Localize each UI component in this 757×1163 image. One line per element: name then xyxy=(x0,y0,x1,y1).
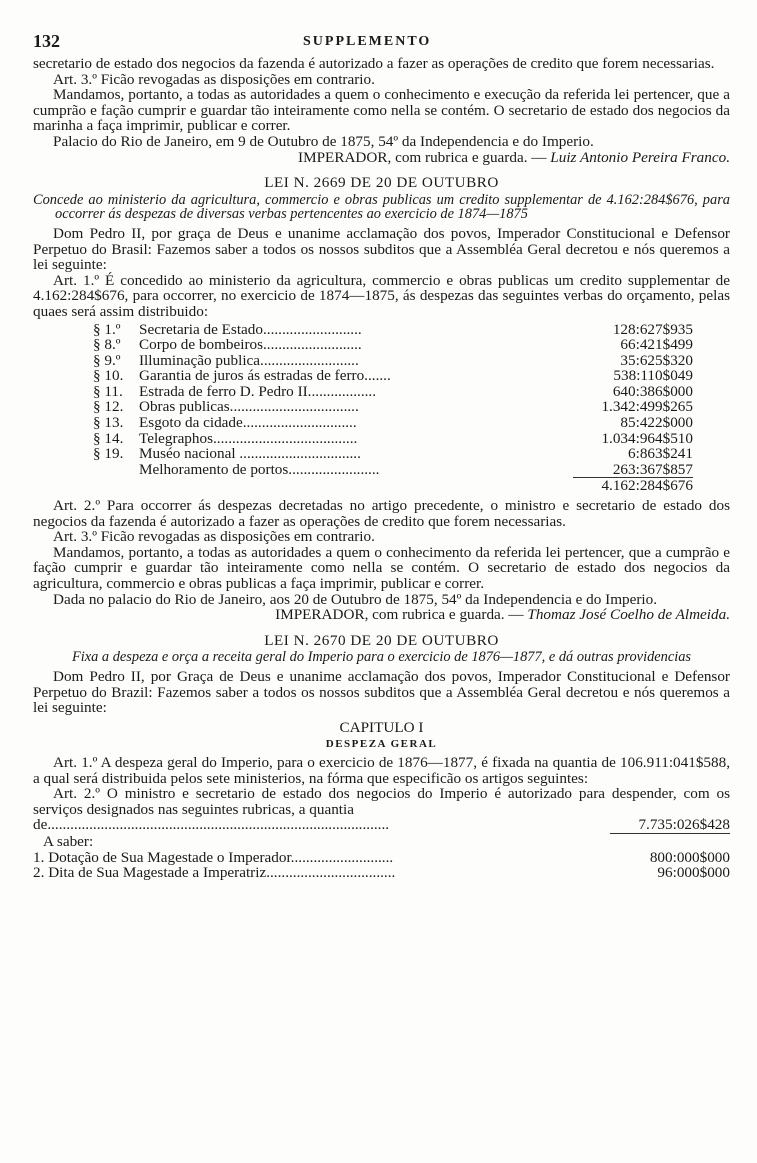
top-paragraph-1: secretario de estado dos negocios da fazenda é autorizado a fazer as operações de credito que forem necessarias. xyxy=(33,55,715,72)
row-section: § 1.º xyxy=(93,320,121,338)
row-section: § 19. xyxy=(93,445,124,463)
signature-title: IMPERADOR, com rubrica e guarda. — xyxy=(298,148,547,166)
law-summary: Fixa a despeza e orça a receita geral do Imperio para o exercicio de 1876—1877, e dá outras providencias xyxy=(71,649,692,666)
row-amount: 6:863$241 xyxy=(628,445,693,463)
law-title: LEI N. 2669 DE 20 DE OUTUBRO xyxy=(264,174,499,192)
law1-signature xyxy=(33,607,730,623)
credit-table xyxy=(93,322,693,495)
leader-dots: de.......................................................................................... xyxy=(33,817,390,834)
row-label: Esgoto da cidade.............................. xyxy=(139,414,357,432)
law2-paragraph-3: Art. 2.º O ministro e secretario de estado dos negocios do Imperio é autorizado para despender, com os serviços designados nas seguintes rubricas, a quantia xyxy=(33,785,730,818)
row-section: § 13. xyxy=(93,414,124,432)
row-amount: 1.034:964$510 xyxy=(601,429,693,447)
table-row xyxy=(93,446,693,462)
table-row xyxy=(93,399,693,415)
row-amount: 538:110$049 xyxy=(613,367,693,385)
law1-paragraph-3: Art. 2.º Para occorrer ás despezas decretadas no artigo precedente, o ministro e secretario de estado dos negocios da fazenda é autorizado a fazer as operações de credito que forem necessarias. xyxy=(33,497,730,530)
table-row xyxy=(93,462,693,479)
table-row xyxy=(93,368,693,384)
row-section: § 8.º xyxy=(93,336,121,354)
chapter-heading: CAPITULO I xyxy=(339,718,424,736)
article-amount-row xyxy=(33,817,730,834)
top-paragraph-2: Art. 3.º Ficão revogadas as disposições em contrario. xyxy=(53,70,375,88)
table-row xyxy=(93,353,693,369)
row-amount: 640:386$000 xyxy=(612,382,693,400)
section-heading: DESPEZA GERAL xyxy=(325,738,438,751)
table-row xyxy=(93,415,693,431)
row-label: Estrada de ferro D. Pedro II.................. xyxy=(139,382,377,400)
row-section: § 10. xyxy=(93,367,124,385)
row-section xyxy=(93,462,139,479)
table-total: 4.162:284$676 xyxy=(601,477,693,495)
row-section: § 12. xyxy=(93,398,124,416)
row-section: § 11. xyxy=(93,382,123,400)
row-amount: 128:627$935 xyxy=(612,320,693,338)
law-title: LEI N. 2670 DE 20 DE OUTUBRO xyxy=(264,631,499,649)
law1-paragraph-4: Art. 3.º Ficão revogadas as disposições em contrario. xyxy=(53,528,375,546)
signature-name: Luiz Antonio Pereira Franco. xyxy=(550,148,730,166)
page-header xyxy=(33,31,730,56)
top-signature xyxy=(33,150,730,166)
row-label: Secretaria de Estado.......................... xyxy=(139,320,362,338)
row-label: Melhoramento de portos........................ xyxy=(139,460,380,478)
row-amount: 85:422$000 xyxy=(620,414,693,432)
item-label: 2. Dita de Sua Magestade a Imperatriz.................................. xyxy=(33,865,396,881)
list-item xyxy=(33,850,730,866)
row-amount: 66:421$499 xyxy=(620,336,693,354)
running-title: SUPPLEMENTO xyxy=(303,34,432,49)
row-label: Garantia de juros ás estradas de ferro....... xyxy=(139,367,391,385)
top-paragraph-3: Mandamos, portanto, a todas as autoridades a quem o conhecimento e execução da referida lei pertencer, que a cumprão e fação cumprir e guardar tão inteiramente como nella se contém. O secretario de estado dos negocios da marinha a faça imprimir, publicar e correr. xyxy=(33,86,730,135)
item-label: 1. Dotação de Sua Magestade o Imperador........................... xyxy=(33,849,394,866)
a-saber: A saber: xyxy=(43,832,94,850)
row-label: Corpo de bombeiros.......................... xyxy=(139,336,362,354)
table-row xyxy=(93,431,693,447)
law1-paragraph-2: Art. 1.º É concedido ao ministerio da agricultura, commercio e obras publicas um credito supplementar de 4.162:284$676, para occorrer, no exercicio de 1874—1875, ás despezas das seguintes verbas do orçamento, pelas quaes será assim distribuido: xyxy=(33,271,730,320)
table-total-row xyxy=(93,478,693,494)
row-section: § 9.º xyxy=(93,351,121,369)
top-paragraph-4: Palacio do Rio de Janeiro, em 9 de Outubro de 1875, 54º da Independencia e do Imperio. xyxy=(53,132,594,150)
row-label: Muséo nacional ................................ xyxy=(139,445,361,463)
article-amount: 7.735:026$428 xyxy=(610,817,730,834)
law1-paragraph-5: Mandamos, portanto, a todas as autoridades a quem o conhecimento da referida lei pertencer, que a cumprão e fação cumprir e guardar tão inteiramente como nella se contém. O secretario de estado dos negocios da agricultura, commercio e obras publicas a faça imprimir, publicar e correr. xyxy=(33,543,730,592)
law1-paragraph-1: Dom Pedro II, por graça de Deus e unanime acclamação dos povos, Imperador Constitucional e Defensor Perpetuo do Brasil: Fazemos saber a todos os nossos subditos que a Assembléa Geral decretou e nós queremos a lei seguinte: xyxy=(33,224,730,274)
row-amount: 1.342:499$265 xyxy=(601,398,693,416)
row-label: Obras publicas.................................. xyxy=(139,398,359,416)
row-amount: 263:367$857 xyxy=(573,462,693,479)
row-section: § 14. xyxy=(93,429,124,447)
signature-title: IMPERADOR, com rubrica e guarda. — xyxy=(275,606,524,624)
page-number: 132 xyxy=(33,31,60,51)
row-label: Illuminação publica.......................... xyxy=(139,351,359,369)
table-row xyxy=(93,384,693,400)
law-summary: Concede ao ministerio da agricultura, commercio e obras publicas um credito supplementar de 4.162:284$676, para occorrer ás despezas de diversas verbas pertencentes ao exercicio de 1874—1875 xyxy=(33,191,730,223)
law1-paragraph-6: Dada no palacio do Rio de Janeiro, aos 20 de Outubro de 1875, 54º da Independencia e do Imperio. xyxy=(53,590,658,608)
law2-paragraph-1: Dom Pedro II, por Graça de Deus e unanime acclamação dos povos, Imperador Constitucional e Defensor Perpetuo do Brazil: Fazemos saber a todos os nossos subditos que a Assembléa Geral decretou e nós queremos a lei seguinte: xyxy=(33,667,730,717)
table-row xyxy=(93,337,693,353)
document-page xyxy=(33,0,730,881)
signature-name: Thomaz José Coelho de Almeida. xyxy=(527,606,730,624)
list-item xyxy=(33,865,730,881)
item-amount: 800:000$000 xyxy=(649,848,730,866)
table-row xyxy=(93,322,693,338)
law2-paragraph-2: Art. 1.º A despeza geral do Imperio, para o exercicio de 1876—1877, é fixada na quantia de 106.911:041$588, a qual será distribuida pelos sete ministerios, na fórma que especificão os artigos seguintes: xyxy=(33,753,730,787)
row-label: Telegraphos...................................... xyxy=(139,429,358,447)
item-amount: 96:000$000 xyxy=(657,864,730,882)
row-amount: 35:625$320 xyxy=(620,351,693,369)
